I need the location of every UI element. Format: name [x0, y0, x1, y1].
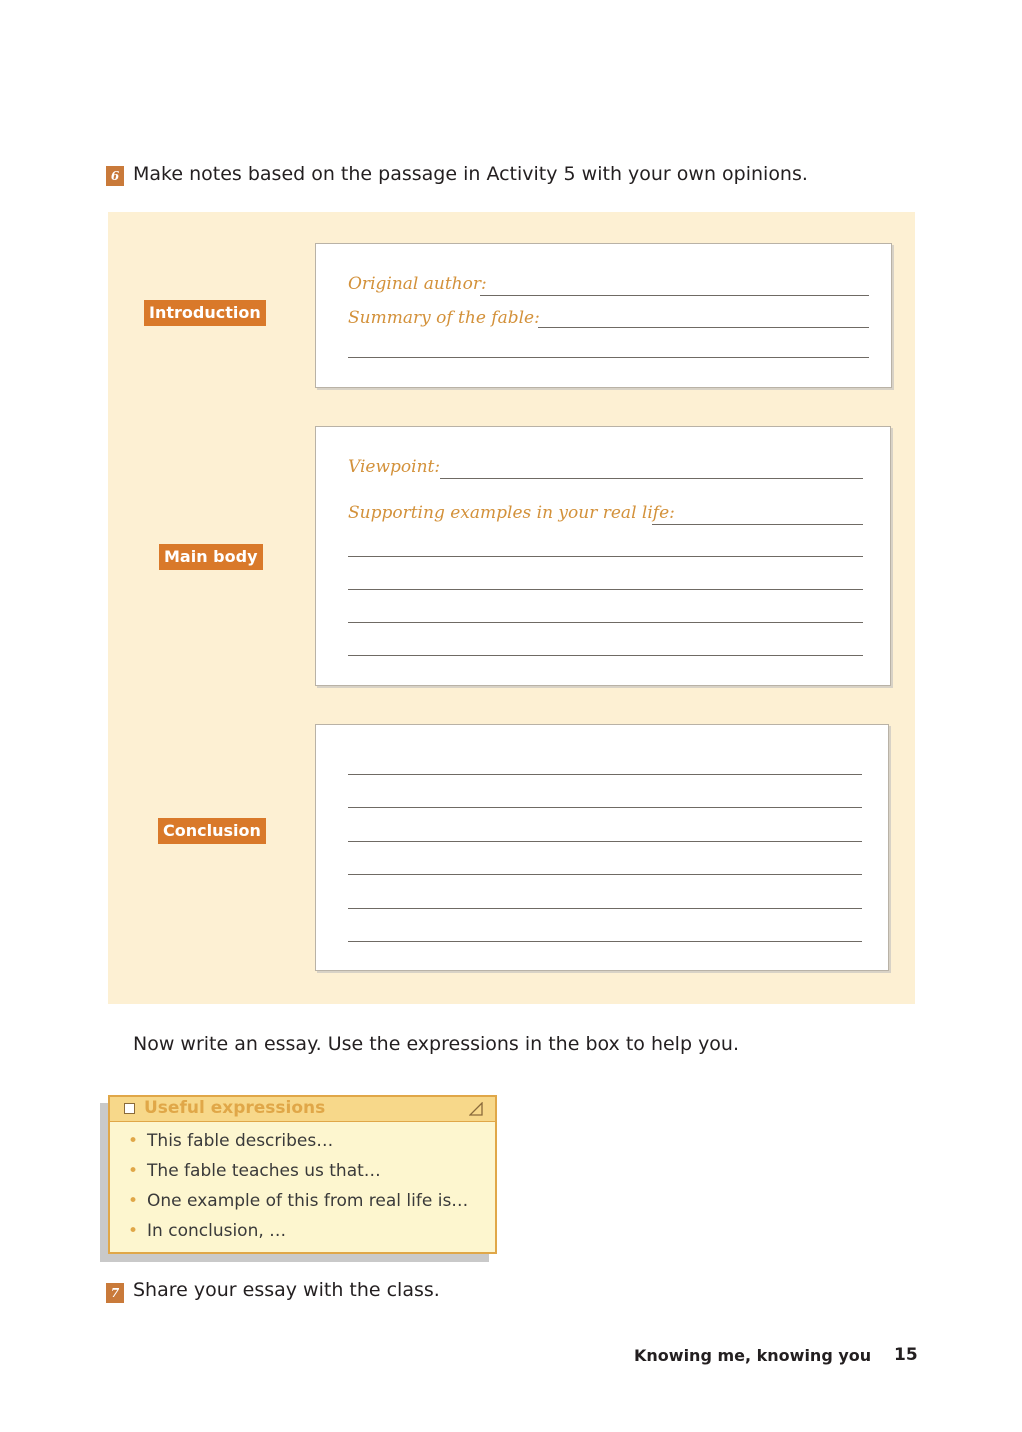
writing-line[interactable] — [348, 807, 862, 808]
bullet-icon: • — [128, 1191, 139, 1211]
page-number: 15 — [894, 1345, 918, 1365]
viewpoint-line[interactable] — [440, 478, 863, 479]
original-author-line[interactable] — [480, 295, 869, 296]
expression-item: • The fable teaches us that… — [128, 1161, 381, 1181]
expression-item: • One example of this from real life is… — [128, 1191, 469, 1211]
corner-triangle-icon — [469, 1102, 483, 1116]
writing-line[interactable] — [348, 556, 863, 557]
useful-expressions-title: Useful expressions — [144, 1098, 326, 1118]
writing-line[interactable] — [348, 622, 863, 623]
writing-line[interactable] — [348, 941, 862, 942]
expression-item: • This fable describes… — [128, 1131, 334, 1151]
introduction-notes-box[interactable] — [315, 243, 892, 388]
writing-line[interactable] — [348, 589, 863, 590]
activity-instruction: Make notes based on the passage in Activity 5 with your own opinions. — [133, 163, 808, 185]
bullet-icon: • — [128, 1161, 139, 1181]
introduction-label: Introduction — [144, 300, 266, 326]
essay-instruction: Now write an essay. Use the expressions in the box to help you. — [133, 1033, 740, 1055]
useful-expressions-box — [108, 1095, 497, 1254]
writing-line[interactable] — [348, 774, 862, 775]
main-body-label: Main body — [159, 544, 263, 570]
summary-line[interactable] — [538, 327, 869, 328]
expression-item: • In conclusion, … — [128, 1221, 287, 1241]
viewpoint-prompt: Viewpoint: — [348, 457, 441, 477]
bullet-icon: • — [128, 1221, 139, 1241]
unit-title: Knowing me, knowing you — [634, 1346, 872, 1365]
activity-number-badge: 6 — [106, 166, 124, 186]
checkbox-icon — [124, 1103, 135, 1114]
activity-instruction: Share your essay with the class. — [133, 1279, 440, 1301]
main-body-notes-box[interactable] — [315, 426, 891, 686]
writing-line[interactable] — [348, 841, 862, 842]
conclusion-label: Conclusion — [158, 818, 266, 844]
summary-prompt: Summary of the fable: — [348, 308, 540, 328]
supporting-examples-line[interactable] — [652, 524, 863, 525]
writing-line[interactable] — [348, 357, 869, 358]
writing-line[interactable] — [348, 874, 862, 875]
writing-line[interactable] — [348, 908, 862, 909]
writing-line[interactable] — [348, 655, 863, 656]
activity-number-badge: 7 — [106, 1283, 124, 1303]
conclusion-notes-box[interactable] — [315, 724, 889, 971]
supporting-examples-prompt: Supporting examples in your real life: — [348, 503, 675, 523]
original-author-prompt: Original author: — [348, 274, 487, 294]
bullet-icon: • — [128, 1131, 139, 1151]
useful-expressions-header — [110, 1097, 495, 1122]
